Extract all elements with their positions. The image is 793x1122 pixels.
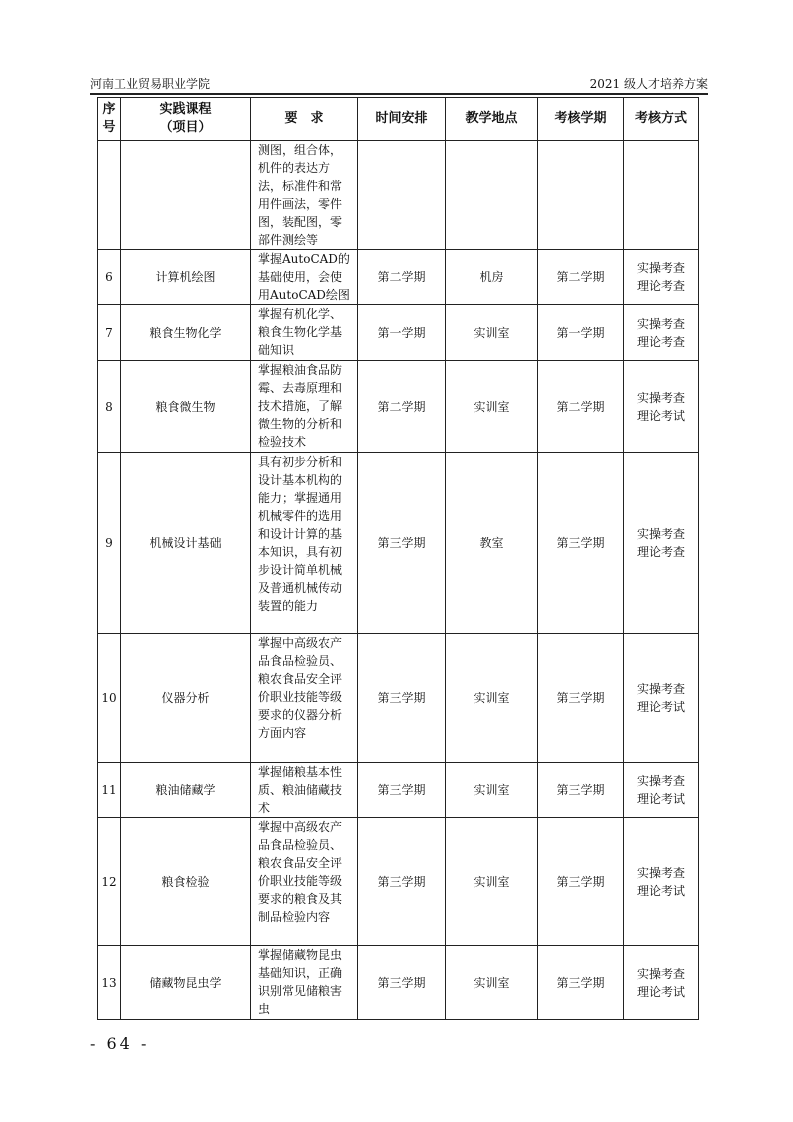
row-location: 实训室 [446,634,538,763]
row-requirement: 掌握储藏物昆虫基础知识，正确识别常见储粮害虫 [251,946,358,1020]
row-requirement: 具有初步分析和设计基本机构的能力；掌握通用机械零件的选用和设计计算的基本知识，具有初步设计简单机械及普通机械传动装置的能力 [251,453,358,634]
page-header [90,74,708,94]
row-course: 粮食检验 [121,818,251,946]
row-course: 仪器分析 [121,634,251,763]
row-exam-term: 第一学期 [538,305,624,361]
row-schedule: 第三学期 [358,634,446,763]
row-exam-method: 实操考查 理论考查 [624,305,699,361]
row-schedule [358,141,446,250]
row-location: 机房 [446,250,538,305]
column-header-location: 教学地点 [446,98,538,141]
row-exam-method: 实操考查 理论考试 [624,361,699,453]
row-requirement: 测图，组合体，机件的表达方法，标准件和常用件画法，零件图，装配图，零部件测绘等 [251,141,358,250]
row-schedule: 第一学期 [358,305,446,361]
row-schedule: 第二学期 [358,361,446,453]
row-seq: 6 [98,250,121,305]
table-row [98,946,699,1020]
row-schedule: 第二学期 [358,250,446,305]
institution-name: 河南工业贸易职业学院 [90,77,211,91]
row-location: 实训室 [446,818,538,946]
page-number: - 64 - [90,1034,150,1053]
row-course: 机械设计基础 [121,453,251,634]
row-exam-method: 实操考查 理论考试 [624,946,699,1020]
row-schedule: 第三学期 [358,818,446,946]
table-row [98,634,699,763]
row-exam-method: 实操考查 理论考试 [624,634,699,763]
header-rule [90,93,708,95]
table-row [98,763,699,818]
row-seq [98,141,121,250]
table-row [98,453,699,634]
row-exam-term: 第三学期 [538,453,624,634]
table-row [98,361,699,453]
row-location: 教室 [446,453,538,634]
row-seq: 13 [98,946,121,1020]
row-exam-term: 第二学期 [538,361,624,453]
row-exam-term: 第三学期 [538,818,624,946]
row-exam-method: 实操考查 理论考查 [624,453,699,634]
row-requirement: 掌握有机化学、粮食生物化学基础知识 [251,305,358,361]
table-row [98,141,699,250]
column-header-course: 实践课程 （项目） [121,98,251,141]
column-header-seq: 序 号 [98,98,121,141]
row-exam-method [624,141,699,250]
practice-course-table [97,97,699,1020]
row-seq: 11 [98,763,121,818]
row-exam-method: 实操考查 理论考查 [624,250,699,305]
table-row [98,818,699,946]
row-exam-term: 第三学期 [538,634,624,763]
row-requirement: 掌握储粮基本性质、粮油储藏技术 [251,763,358,818]
row-requirement: 掌握AutoCAD的基础使用，会使用AutoCAD绘图 [251,250,358,305]
row-exam-term: 第三学期 [538,763,624,818]
column-header-schedule: 时间安排 [358,98,446,141]
row-location [446,141,538,250]
row-exam-term [538,141,624,250]
row-requirement: 掌握中高级农产品食品检验员、粮农食品安全评价职业技能等级要求的仪器分析方面内容 [251,634,358,763]
row-exam-term: 第三学期 [538,946,624,1020]
row-seq: 7 [98,305,121,361]
column-header-exam-term: 考核学期 [538,98,624,141]
row-seq: 10 [98,634,121,763]
row-schedule: 第三学期 [358,453,446,634]
table-row [98,250,699,305]
row-course: 粮油储藏学 [121,763,251,818]
row-exam-method: 实操考查 理论考试 [624,763,699,818]
row-course: 储藏物昆虫学 [121,946,251,1020]
row-requirement: 掌握中高级农产品食品检验员、粮农食品安全评价职业技能等级要求的粮食及其制品检验内容 [251,818,358,946]
row-location: 实训室 [446,763,538,818]
row-location: 实训室 [446,361,538,453]
row-course: 计算机绘图 [121,250,251,305]
row-requirement: 掌握粮油食品防霉、去毒原理和技术措施，了解微生物的分析和检验技术 [251,361,358,453]
column-header-requirement: 要 求 [251,98,358,141]
row-exam-method: 实操考查 理论考试 [624,818,699,946]
table-header-row [98,98,699,141]
table-row [98,305,699,361]
row-location: 实训室 [446,946,538,1020]
row-schedule: 第三学期 [358,946,446,1020]
row-seq: 12 [98,818,121,946]
row-course: 粮食微生物 [121,361,251,453]
document-title: 2021 级人才培养方案 [589,77,708,91]
row-seq: 8 [98,361,121,453]
row-course: 粮食生物化学 [121,305,251,361]
row-seq: 9 [98,453,121,634]
row-schedule: 第三学期 [358,763,446,818]
row-course [121,141,251,250]
column-header-exam-method: 考核方式 [624,98,699,141]
row-location: 实训室 [446,305,538,361]
row-exam-term: 第二学期 [538,250,624,305]
